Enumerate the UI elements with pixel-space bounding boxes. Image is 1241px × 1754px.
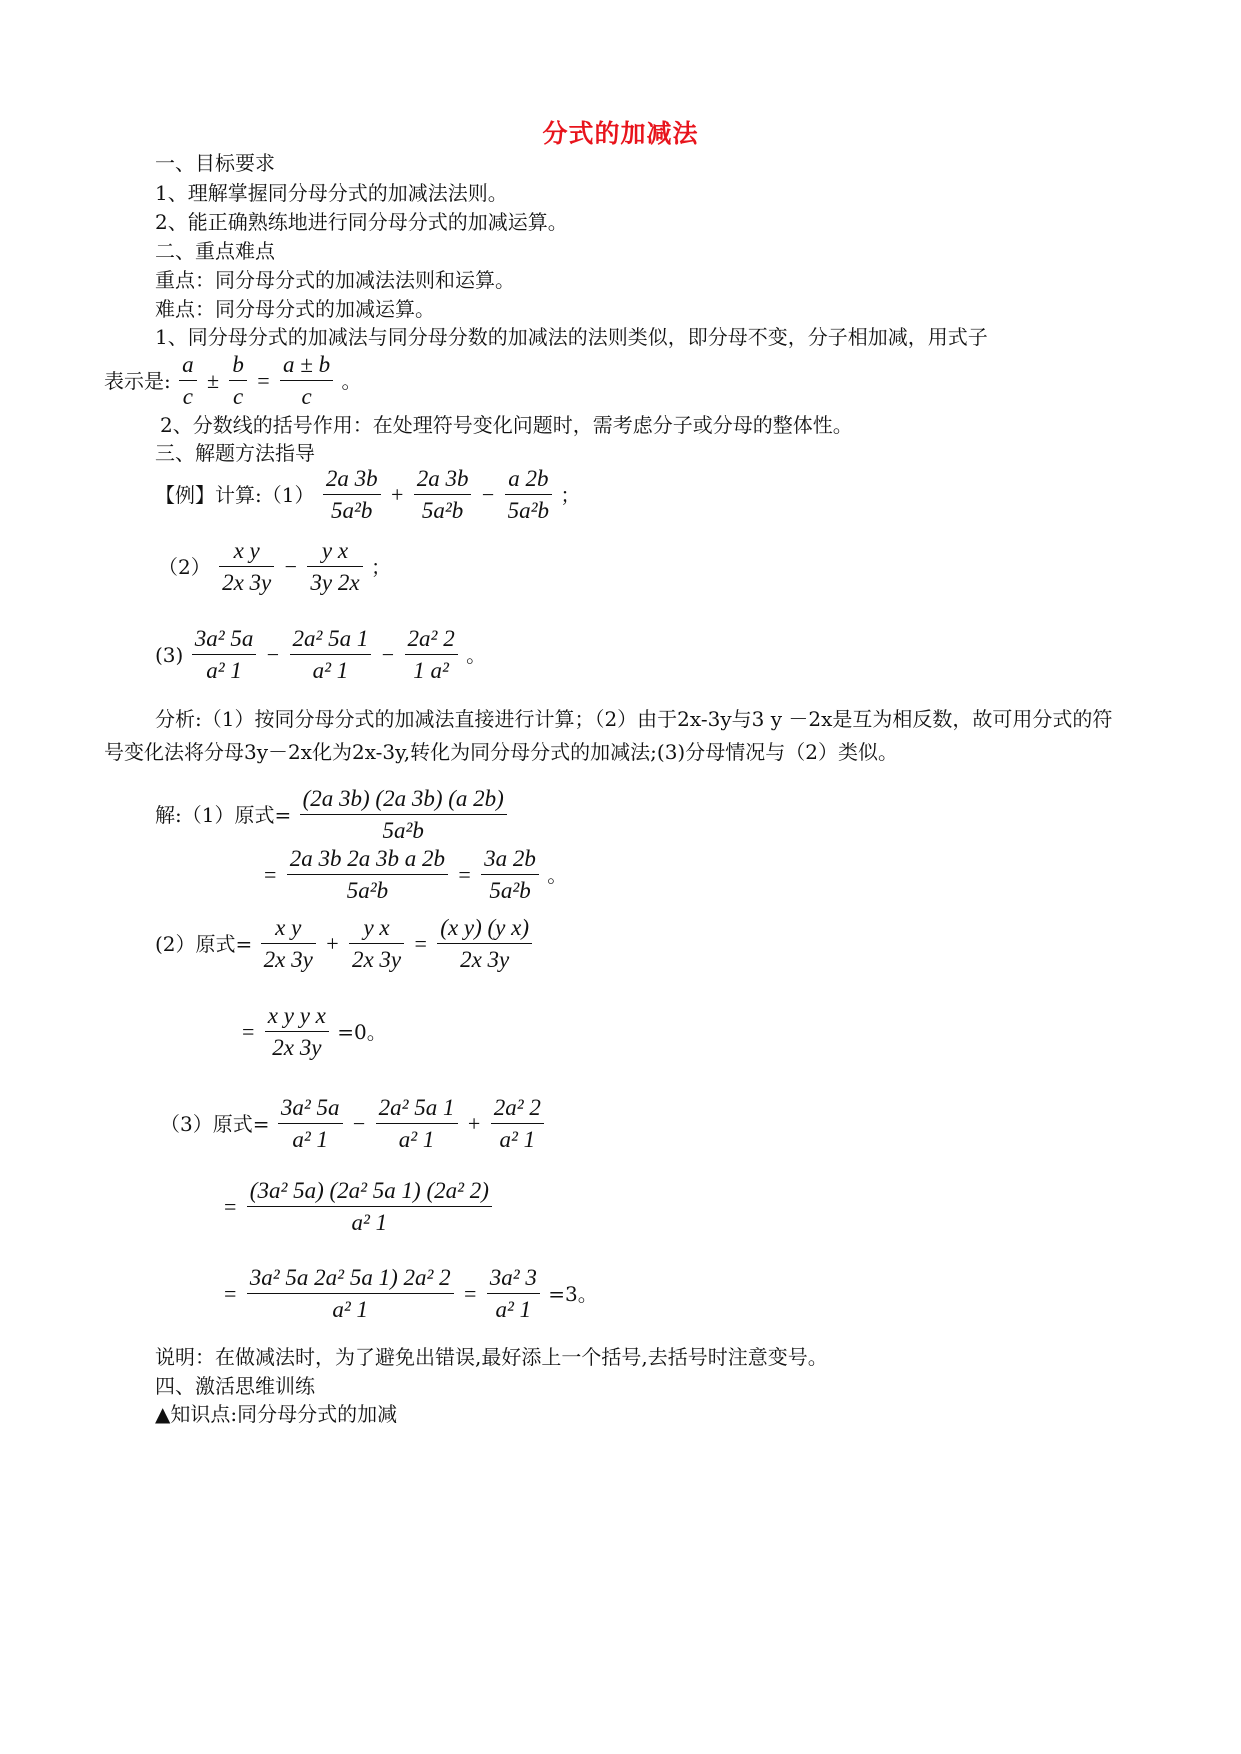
section-goals: 一、目标要求 [155,151,275,175]
section-methods: 三、解题方法指导 [155,441,315,465]
fraction: $\frac{b}{c}$ [229,352,247,410]
solution-1-step: = $\frac{\text{2a 3b 2a 3b a 2b}}{\text{5a²b}}$ = $\frac{3a 2b}{\text{5a²b}}$ 。 [264,846,568,903]
solution-1: 解:（1）原式= $\frac{(2a 3b) (2a 3b) (a 2b)}{\text{5a²b}}$ [155,786,509,844]
rule-formula: 表示是: $\frac{a}{c}$ ± $\frac{b}{c}$ = $\frac{a \pm b}{c}$ 。 [104,352,362,409]
note: 说明：在做减法时，为了避免出错误,最好添上一个括号,去括号时注意变号。 [155,1345,828,1369]
knowledge-point: ▲知识点:同分母分式的加减 [155,1402,398,1426]
difficult-point: 难点：同分母分式的加减运算。 [155,297,435,321]
solution-2: (2）原式= $\frac{\text{x y}}{2x 3y}$ + $\frac{\text{y x}}{2x 3y}$ = $\frac{\text{(x y) (y x)}}{2x 3y}$ [155,915,534,973]
fraction: $\frac{a \pm b}{c}$ [280,352,333,410]
example-2: （2） $\frac{\text{x y}}{2x 3y}$ − $\frac{\text{y x}}{3y 2x}$ ； [158,538,391,595]
section-training: 四、激活思维训练 [155,1374,315,1398]
solution-3-step-1: = $\frac{\text{(3a² 5a) (2a² 5a 1) (2a² 2)}}{\text{a² 1}}$ [222,1178,494,1236]
rule-formula-label: 表示是: [104,369,171,393]
example-3: (3) $\frac{\text{3a² 5a}}{\text{a² 1}}$ − $\frac{\text{2a² 5a 1}}{\text{a² 1}}$ − $\frac{\text{2a² 2}}{\text{1 a²}}$ 。 [155,626,487,683]
solution-2-step: = $\frac{\text{x y y x}}{2x 3y}$ =0。 [242,1003,387,1060]
goal-2: 2、能正确熟练地进行同分母分式的加减运算。 [155,210,568,234]
example-1: 【例】计算:（1） $\frac{2a 3b}{\text{5a²b}}$ + $\frac{2a 3b}{\text{5a²b}}$ − $\frac{a 2b}{\text{5a²b}}$ ； [155,466,581,523]
analysis: 分析:（1）按同分母分式的加减法直接进行计算；（2）由于2x-3y与3 y －2x是互为相反数，故可用分式的符号变化法将分母3y－2x化为2x-3y,转化为同分母分式的加减法;(3)分母情况与（2）类似。 [104,707,1113,764]
fraction: $\frac{a}{c}$ [179,352,197,410]
key-point: 重点：同分母分式的加减法法则和运算。 [155,268,515,292]
rule-1: 1、同分母分式的加减法与同分母分数的加减法的法则类似，即分母不变，分子相加减，用式子 [155,325,988,349]
section-keypoints: 二、重点难点 [155,239,275,263]
rule-2: 2、分数线的括号作用：在处理符号变化问题时，需考虑分子或分母的整体性。 [160,413,853,437]
page-title: 分式的加减法 [542,119,699,148]
solution-3: （3）原式= $\frac{\text{3a² 5a}}{\text{a² 1}}$ − $\frac{\text{2a² 5a 1}}{\text{a² 1}}$ + $\frac{\text{2a² 2}}{\text{a² 1}}$ [160,1095,546,1153]
goal-1: 1、理解掌握同分母分式的加减法法则。 [155,181,508,205]
solution-3-step-2: = $\frac{\text{3a² 5a 2a² 5a 1) 2a² 2}}{\text{a² 1}}$ = $\frac{\text{3a² 3}}{\text{a² 1}}$ =3。 [224,1265,598,1322]
